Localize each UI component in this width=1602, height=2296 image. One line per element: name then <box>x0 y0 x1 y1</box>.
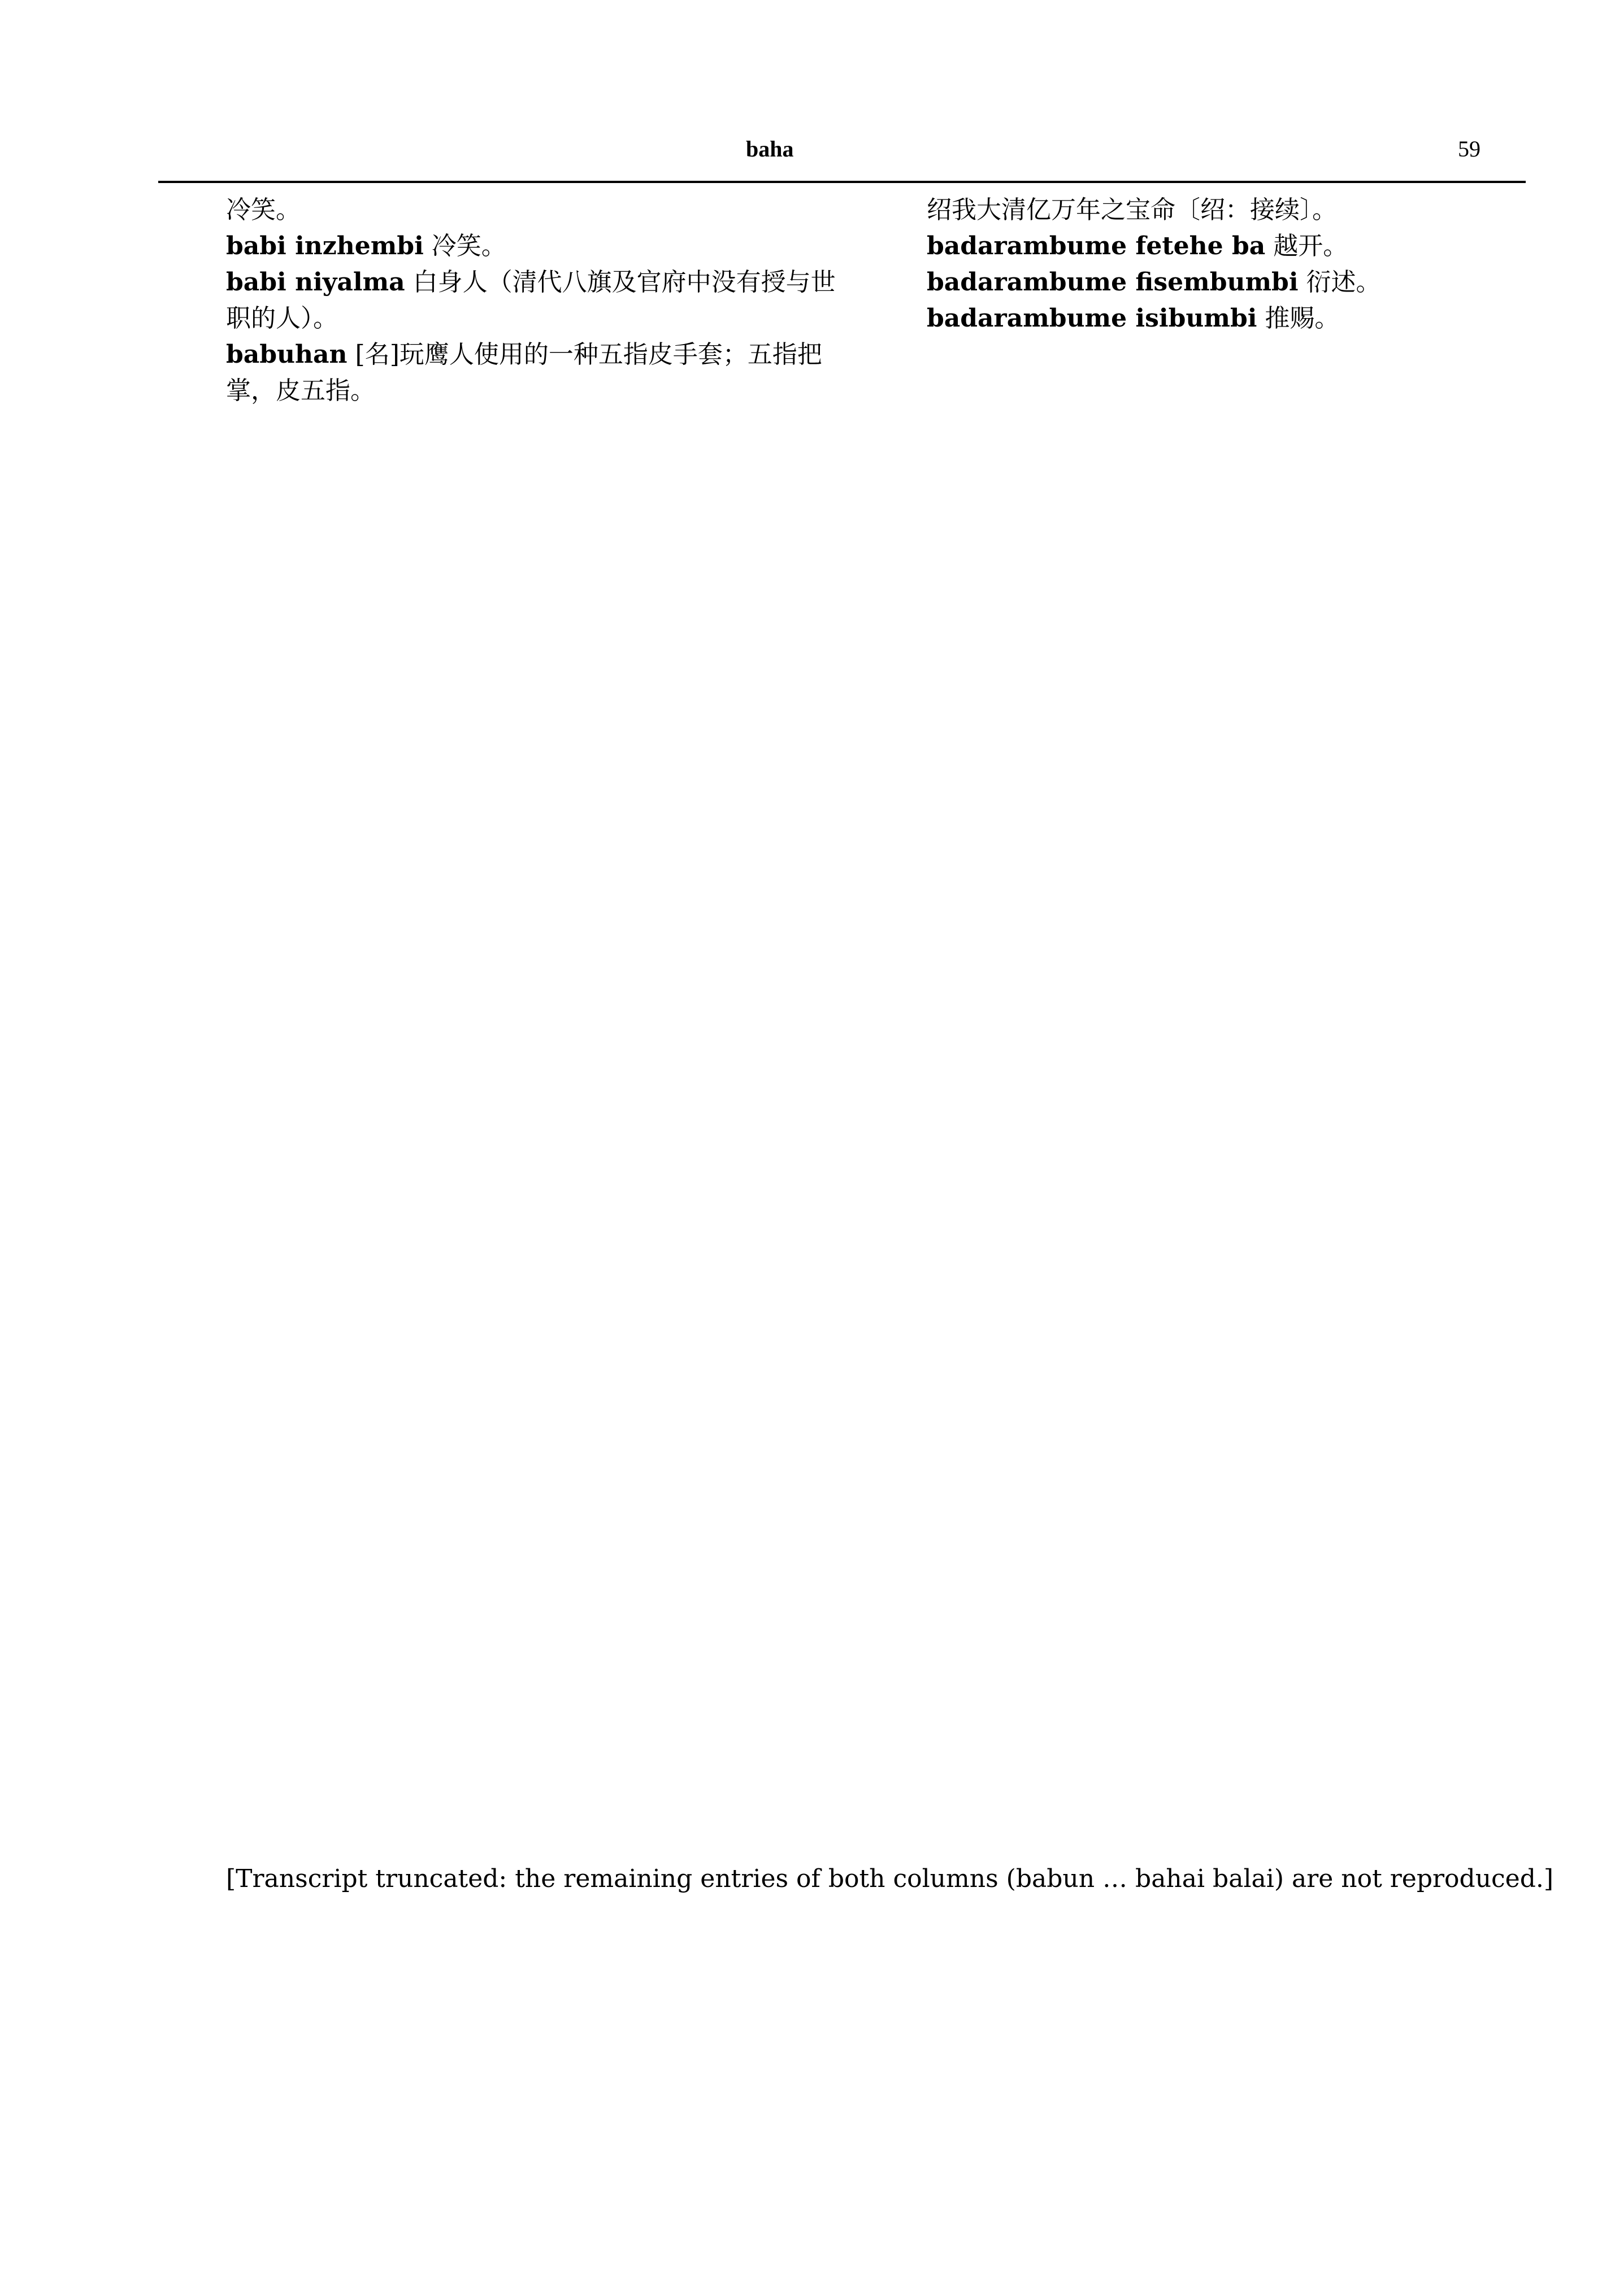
entry <box>927 228 1560 264</box>
left-column <box>226 192 859 409</box>
definition: [名]玩鹰人使用的一种五指皮手套；五指把掌，皮五指。 <box>226 340 822 405</box>
definition: 冷笑。 <box>431 232 506 260</box>
headword: badarambume fisembumbi <box>927 268 1299 297</box>
running-head: baha <box>746 136 794 162</box>
entry: 绍我大清亿万年之宝命〔绍：接续〕。 <box>927 195 1337 224</box>
definition: 衍述。 <box>1306 268 1381 297</box>
headword: badarambume isibumbi <box>927 304 1257 333</box>
headword: babi niyalma <box>226 268 405 297</box>
definition: 推赐。 <box>1265 304 1340 333</box>
entry <box>927 301 1560 337</box>
headword: badarambume fetehe ba <box>927 232 1266 260</box>
entry <box>226 228 859 264</box>
entry <box>927 264 1560 301</box>
headword: babuhan <box>226 340 348 369</box>
header-rule <box>158 181 1526 183</box>
definition: 白身人（清代八旗及官府中没有授与世职的人）。 <box>226 268 836 333</box>
page-number: 59 <box>1458 136 1481 162</box>
definition: 越开。 <box>1273 232 1348 260</box>
headword: babi inzhembi <box>226 232 424 260</box>
right-column <box>927 192 1560 337</box>
truncation-note: [Transcript truncated: the remaining entries of both columns (babun … bahai balai) are not reproduced.] <box>226 1864 1554 1893</box>
entry <box>226 337 859 409</box>
entry <box>226 264 859 337</box>
entry: 冷笑。 <box>226 195 301 224</box>
